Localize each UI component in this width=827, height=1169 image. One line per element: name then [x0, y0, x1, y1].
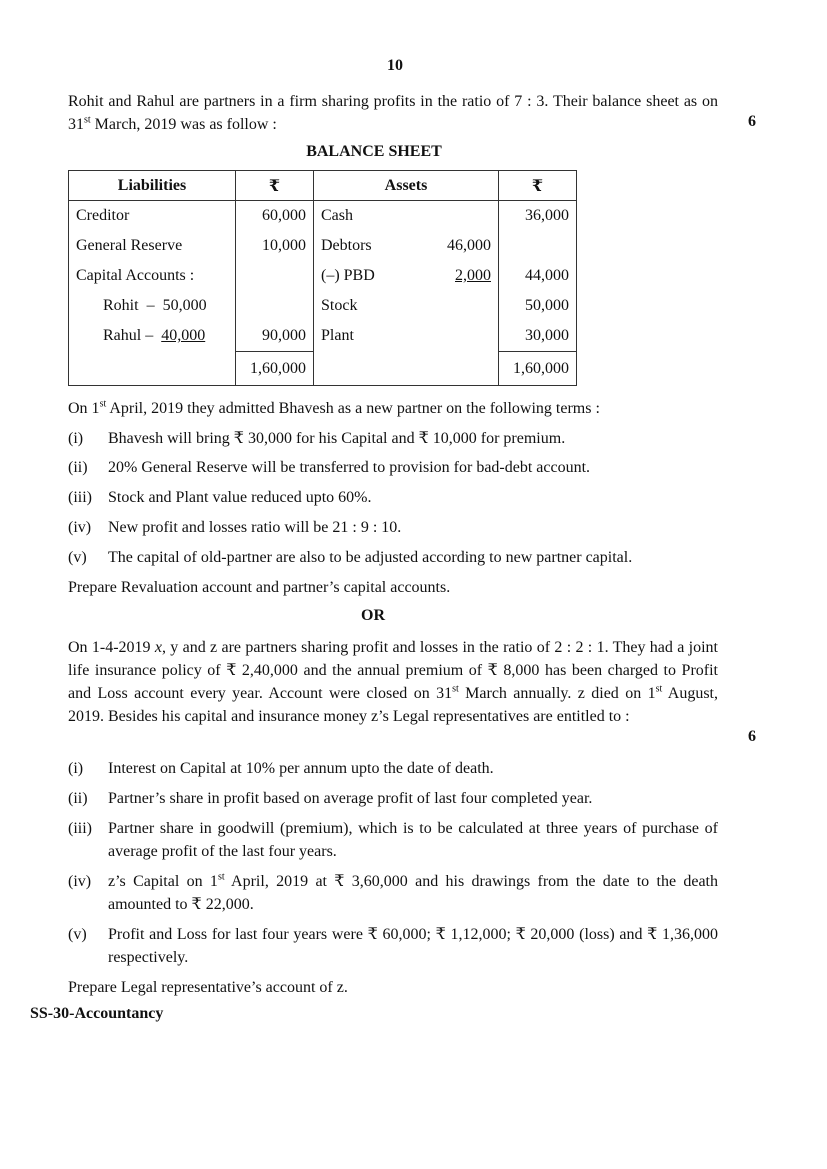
- total-assets-label-blank: [314, 352, 499, 386]
- balance-sheet-table: [68, 170, 577, 386]
- list-item: (i) Bhavesh will bring ₹ 30,000 for his Capital and ₹ 10,000 for premium.: [68, 430, 566, 447]
- total-row: [69, 352, 577, 386]
- list-item: (v) The capital of old-partner are also to be adjusted according to new partner capital.: [68, 549, 633, 566]
- liability-amount: 60,000: [236, 201, 314, 232]
- list-item: (iv) New profit and losses ratio will be 21 : 9 : 10.: [68, 519, 402, 536]
- liability-rohit-capital: Rohit – 50,000: [69, 291, 236, 321]
- page-footer: SS-30-Accountancy: [30, 1005, 164, 1022]
- liability-general-reserve: General Reserve: [69, 231, 236, 261]
- asset-amount: 50,000: [499, 291, 577, 321]
- list-item: (iv) z’s Capital on 1st April, 2019 at ₹ 3,60,000 and his drawings from the date to the death amounted to ₹ 22,000.: [68, 871, 719, 913]
- question2-intro: On 1-4-2019 x, y and z are partners sharing profit and losses in the ratio of 2 : 2 : 1. They had a joint life insurance policy of ₹ 2,40,000 and the annual premium of ₹ 8,000 has been charged to Profit and Loss account every year. Account were closed on 31st March annually. z died on 1st August, 2019. Besides his capital and insurance money z’s Legal representatives are entitled to :: [68, 639, 719, 725]
- asset-debtors: Debtors 46,000: [314, 231, 499, 261]
- question1-instruction: Prepare Revaluation account and partner’s capital accounts.: [68, 579, 451, 596]
- table-row: [69, 321, 577, 352]
- table-row: [69, 261, 577, 291]
- page-number: 10: [387, 57, 403, 74]
- asset-amount: 36,000: [499, 201, 577, 232]
- question2-instruction: Prepare Legal representative’s account of z.: [68, 979, 348, 996]
- list-item: (v) Profit and Loss for last four years were ₹ 60,000; ₹ 1,12,000; ₹ 20,000 (loss) and ₹ 1,36,000 respectively.: [68, 926, 718, 966]
- asset-amount: 30,000: [499, 321, 577, 352]
- asset-stock: Stock: [314, 291, 499, 321]
- list-item: (iii) Stock and Plant value reduced upto 60%.: [68, 489, 372, 506]
- total-assets: 1,60,000: [499, 352, 577, 386]
- question1-intro: Rohit and Rahul are partners in a firm sharing profits in the ratio of 7 : 3. Their balance sheet as on 31st March, 2019 was as follow :: [68, 93, 718, 133]
- liability-amount: 90,000: [236, 321, 314, 352]
- total-label-blank: [69, 352, 236, 386]
- liability-rahul-capital: Rahul – 40,000: [69, 321, 236, 352]
- or-separator: OR: [361, 607, 385, 624]
- liabilities-amount-header: ₹: [236, 171, 314, 201]
- assets-amount-header: ₹: [499, 171, 577, 201]
- asset-pbd: (–) PBD 2,000: [314, 261, 499, 291]
- assets-header: Assets: [314, 171, 499, 201]
- liability-amount: 10,000: [236, 231, 314, 261]
- liabilities-header: Liabilities: [69, 171, 236, 201]
- list-item: (iii) Partner share in goodwill (premium), which is to be calculated at three years of purchase of average profit of the last four years.: [68, 820, 718, 860]
- admission-statement: On 1st April, 2019 they admitted Bhavesh as a new partner on the following terms :: [68, 398, 600, 417]
- liability-amount: [236, 291, 314, 321]
- total-liabilities: 1,60,000: [236, 352, 314, 386]
- list-item: (ii) 20% General Reserve will be transferred to provision for bad-debt account.: [68, 459, 591, 476]
- table-row: [69, 231, 577, 261]
- question2-marks: 6: [748, 728, 756, 745]
- table-row: [69, 291, 577, 321]
- asset-cash: Cash: [314, 201, 499, 232]
- liability-amount: [236, 261, 314, 291]
- asset-plant: Plant: [314, 321, 499, 352]
- list-item: (i) Interest on Capital at 10% per annum upto the date of death.: [68, 760, 494, 777]
- question1-marks: 6: [748, 113, 756, 130]
- liability-creditor: Creditor: [69, 201, 236, 232]
- asset-amount: 44,000: [499, 261, 577, 291]
- table-row: [69, 201, 577, 232]
- table-header-row: [69, 171, 577, 201]
- balance-sheet-title: BALANCE SHEET: [306, 143, 442, 160]
- list-item: (ii) Partner’s share in profit based on average profit of last four completed year.: [68, 790, 593, 807]
- liability-capital-accounts: Capital Accounts :: [69, 261, 236, 291]
- asset-amount: [499, 231, 577, 261]
